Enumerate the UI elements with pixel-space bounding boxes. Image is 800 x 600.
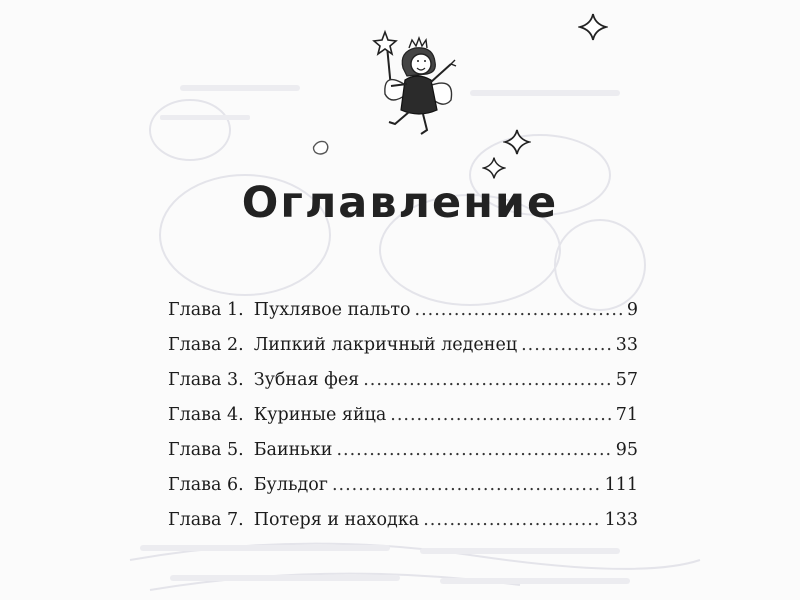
page-number: 71: [615, 405, 638, 425]
toc-entry[interactable]: [168, 335, 638, 370]
dot-leader: [390, 405, 611, 425]
page-number: 95: [615, 440, 638, 460]
page-title: Оглавление: [241, 178, 559, 228]
toc-entry[interactable]: [168, 475, 638, 510]
chapter-title: Баиньки: [253, 440, 333, 460]
chapter-title: Липкий лакричный леденец: [253, 335, 518, 355]
dot-leader: [363, 370, 612, 390]
pebble-icon: [311, 139, 331, 157]
dot-leader: [521, 335, 612, 355]
page-number: 133: [604, 510, 638, 530]
chapter-number: Глава 2.: [168, 335, 244, 355]
page-number: 111: [604, 475, 638, 495]
star-icon: [503, 128, 531, 156]
chapter-number: Глава 4.: [168, 405, 244, 425]
dot-leader: [423, 510, 600, 530]
chapter-number: Глава 7.: [168, 510, 244, 530]
page-number: 9: [626, 300, 638, 320]
dot-leader: [415, 300, 623, 320]
page-number: 57: [615, 370, 638, 390]
chapter-number: Глава 1.: [168, 300, 244, 320]
chapter-number: Глава 3.: [168, 370, 244, 390]
toc-entry[interactable]: [168, 370, 638, 405]
table-of-contents: [168, 300, 638, 545]
fairy-icon: [355, 28, 465, 138]
chapter-number: Глава 6.: [168, 475, 244, 495]
star-icon: [482, 156, 506, 180]
chapter-title: Зубная фея: [253, 370, 360, 390]
chapter-title: Пухлявое пальто: [253, 300, 411, 320]
toc-entry[interactable]: [168, 300, 638, 335]
chapter-title: Потеря и находка: [253, 510, 420, 530]
chapter-number: Глава 5.: [168, 440, 244, 460]
star-icon: [578, 12, 608, 42]
toc-entry[interactable]: [168, 440, 638, 475]
toc-entry[interactable]: [168, 405, 638, 440]
toc-entry[interactable]: [168, 510, 638, 545]
dot-leader: [332, 475, 601, 495]
dot-leader: [336, 440, 611, 460]
page-number: 33: [615, 335, 638, 355]
chapter-title: Бульдог: [253, 475, 328, 495]
chapter-title: Куриные яйца: [253, 405, 387, 425]
